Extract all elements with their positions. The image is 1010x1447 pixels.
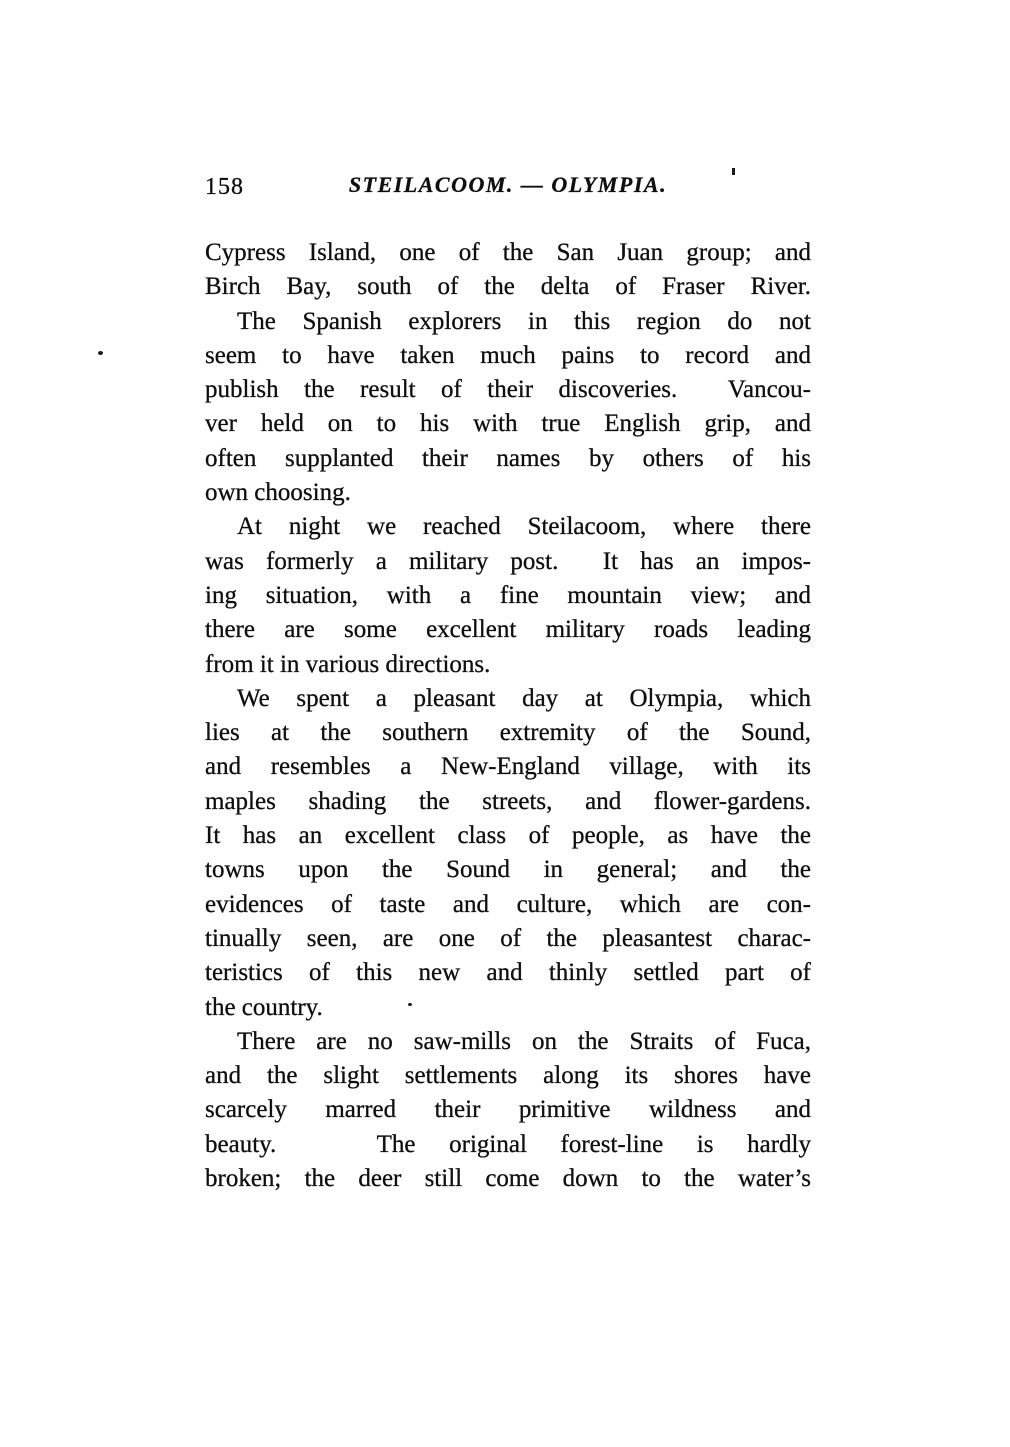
text-line: We spent a pleasant day at Olympia, which	[237, 684, 811, 712]
running-header: STEILACOOM. — OLYMPIA.	[348, 172, 668, 197]
text-line: Cypress Island, one of the San Juan group; and	[205, 239, 811, 266]
text-line: there are some excellent military roads leading	[205, 616, 811, 644]
text-line: beauty. The original forest-line is hardly	[205, 1130, 811, 1158]
text-line: scarcely marred their primitive wildness and	[205, 1096, 811, 1124]
text-line: publish the result of their discoveries. Vancou-	[205, 376, 811, 404]
paragraph	[205, 682, 811, 1025]
paragraph	[205, 1025, 811, 1196]
text-line: It has an excellent class of people, as have the	[205, 822, 811, 850]
text-line: There are no saw-mills on the Straits of Fuca,	[237, 1027, 811, 1055]
text-line: broken; the deer still come down to the water’s	[205, 1165, 811, 1193]
text-line: own choosing.	[205, 479, 351, 507]
paragraph	[205, 236, 811, 305]
text-line: from it in various directions.	[205, 650, 491, 678]
text-line: teristics of this new and thinly settled part of	[205, 959, 811, 987]
text-line: ing situation, with a fine mountain view; and	[205, 581, 811, 609]
text-line: tinually seen, are one of the pleasantest charac-	[205, 924, 811, 952]
text-line: often supplanted their names by others of his	[205, 444, 811, 472]
text-line: ver held on to his with true English grip, and	[205, 410, 811, 438]
page-header	[205, 172, 811, 204]
text-line: Birch Bay, south of the delta of Fraser River.	[205, 273, 811, 301]
text-line: was formerly a military post. It has an impos-	[205, 547, 811, 575]
text-line: evidences of taste and culture, which are con-	[205, 890, 811, 918]
scan-speck	[98, 351, 103, 355]
text-line: and the slight settlements along its shores have	[205, 1062, 811, 1090]
text-line: lies at the southern extremity of the Sound,	[205, 719, 811, 747]
text-line: and resembles a New-England village, with its	[205, 753, 811, 781]
page-body	[205, 236, 811, 1196]
text-line: At night we reached Steilacoom, where there	[237, 513, 811, 541]
paragraph	[205, 510, 811, 681]
text-line: the country.	[205, 993, 323, 1021]
text-line: seem to have taken much pains to record and	[205, 341, 811, 369]
text-line: towns upon the Sound in general; and the	[205, 856, 811, 884]
text-line: maples shading the streets, and flower-gardens.	[205, 787, 811, 815]
text-line: The Spanish explorers in this region do not	[237, 307, 811, 335]
page-number: 158	[205, 174, 244, 200]
paragraph	[205, 305, 811, 511]
